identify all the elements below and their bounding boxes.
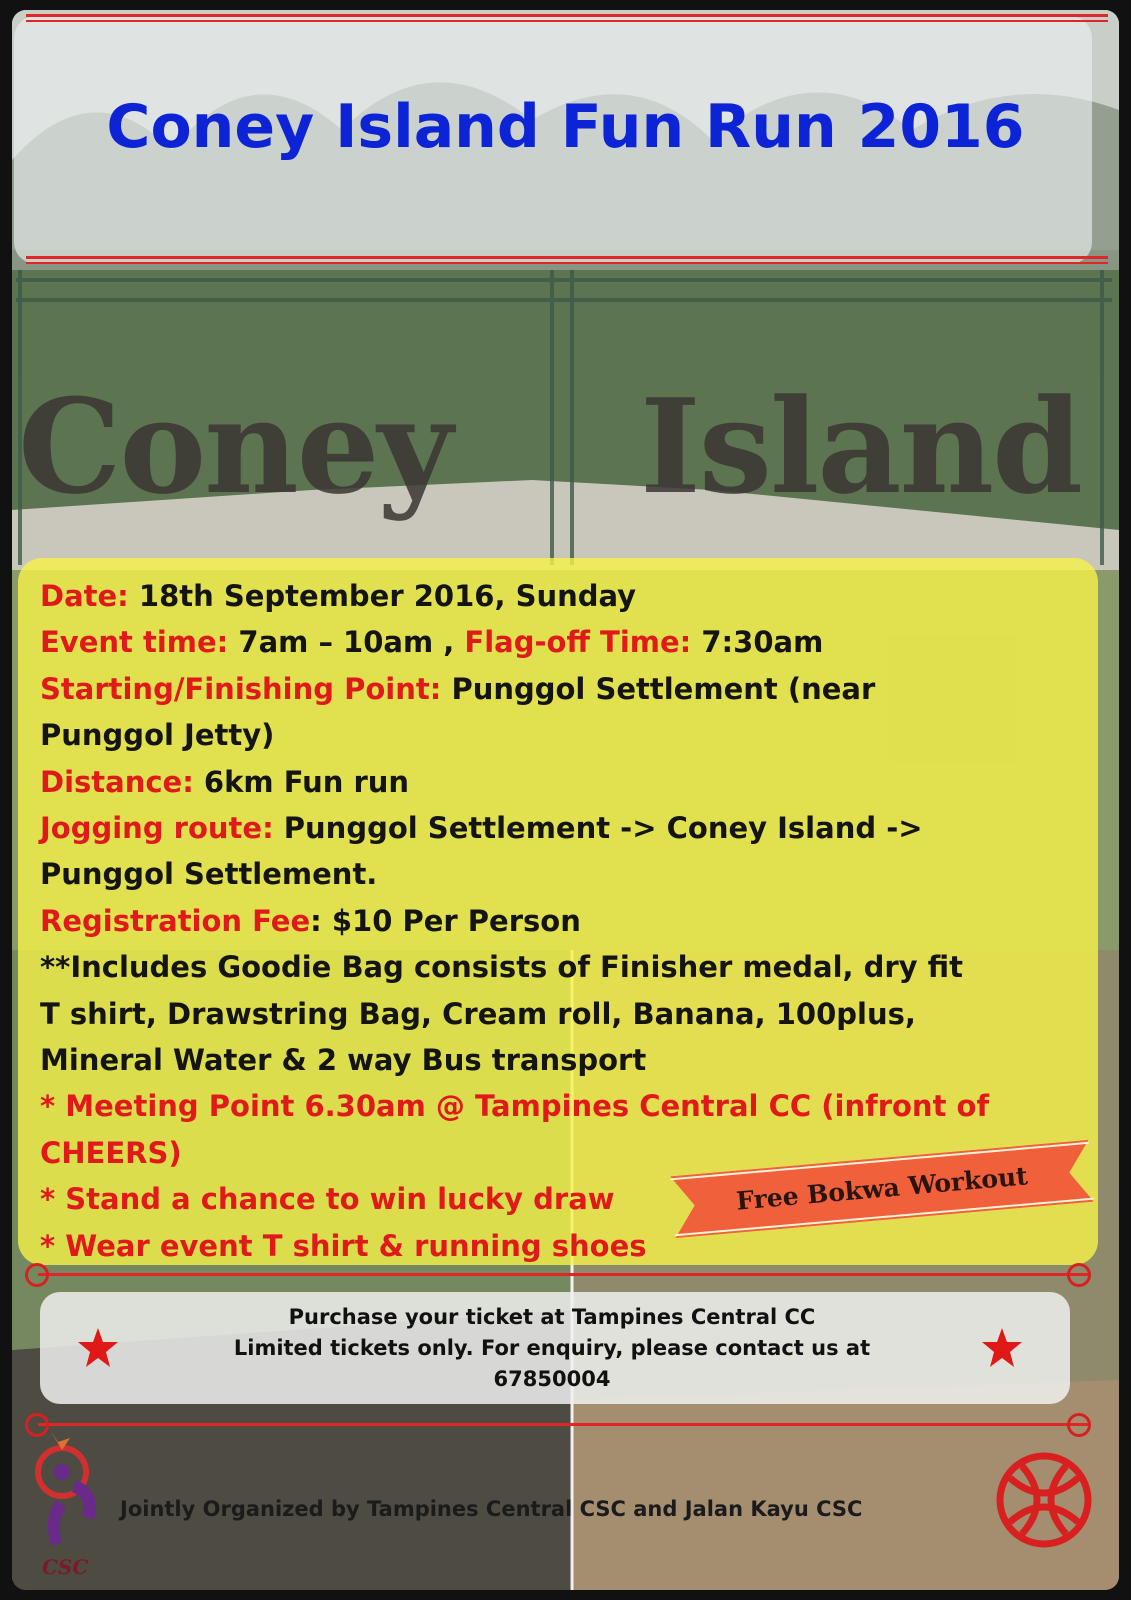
includes-line-3: Mineral Water & 2 way Bus transport [40, 1043, 647, 1078]
gate-sign-island: Island [640, 370, 1082, 523]
wear-line: * Wear event T shirt & running shoes [40, 1228, 647, 1263]
start-point-value: Punggol Settlement (near [451, 671, 876, 706]
event-time-label: Event time: [40, 625, 229, 660]
title-top-rule [26, 14, 1108, 17]
start-point-label: Starting/Finishing Point: [40, 671, 442, 706]
flagoff-value: 7:30am [701, 625, 824, 660]
ring-icon [25, 1263, 49, 1287]
route-label: Jogging route: [40, 811, 274, 846]
distance-value: 6km Fun run [203, 764, 410, 799]
route-value: Punggol Settlement -> Coney Island -> [283, 811, 923, 846]
includes-line-2: T shirt, Drawstring Bag, Cream roll, Banana, 100plus, [40, 996, 916, 1031]
includes-line-1: **Includes Goodie Bag consists of Finisher medal, dry fit [40, 950, 964, 985]
start-point-row [40, 666, 1100, 712]
date-value: 18th September 2016, Sunday [138, 579, 637, 613]
date-label: Date: [40, 579, 129, 613]
poster [12, 10, 1119, 1590]
start-point-row-2: Punggol Jetty) [40, 718, 275, 753]
tampines-csc-logo [32, 1420, 112, 1570]
csc-logo-text: CSC [42, 1555, 89, 1579]
organizers-text: Jointly Organized by Tampines Central CSC and Jalan Kayu CSC [120, 1497, 863, 1521]
title-bottom-rule [26, 256, 1108, 259]
distance-label: Distance: [40, 764, 194, 799]
gate-sign-coney: Coney [18, 370, 451, 523]
ticket-line-2: Limited tickets only. For enquiry, please contact us at [233, 1336, 871, 1360]
ticket-bottom-rule [38, 1423, 1090, 1426]
title-top-rule-thin [26, 20, 1108, 22]
ticket-info [192, 1302, 912, 1395]
event-time-row [40, 619, 1100, 665]
fee-label: Registration Fee [40, 903, 311, 938]
meeting-point-line-1: * Meeting Point 6.30am @ Tampines Central CC (infront of [40, 1089, 990, 1124]
lucky-draw-line: * Stand a chance to win lucky draw [40, 1182, 615, 1217]
ribbon-label: Free Bokwa Workout [735, 1161, 1029, 1216]
ticket-line-1: Purchase your ticket at Tampines Central CC [288, 1305, 816, 1329]
distance-row [40, 759, 1100, 805]
date-row [40, 573, 1100, 619]
fee-row [40, 898, 1100, 944]
route-row [40, 805, 1100, 851]
star-icon [980, 1326, 1024, 1370]
ticket-top-rule [38, 1273, 1090, 1276]
route-row-2: Punggol Settlement. [40, 857, 378, 892]
star-icon [76, 1326, 120, 1370]
jalan-kayu-csc-logo [992, 1448, 1096, 1552]
title-bottom-rule-thin [26, 262, 1108, 264]
ring-icon [1067, 1413, 1091, 1437]
ticket-phone: 67850004 [493, 1367, 611, 1391]
flagoff-label: Flag-off Time: [464, 625, 692, 660]
meeting-point-line-2: CHEERS) [40, 1135, 182, 1170]
page-title: Coney Island Fun Run 2016 [106, 92, 1025, 162]
ring-icon [1067, 1263, 1091, 1287]
event-time-value: 7am – 10am , [238, 625, 455, 660]
fee-value: : $10 Per Person [310, 903, 581, 938]
